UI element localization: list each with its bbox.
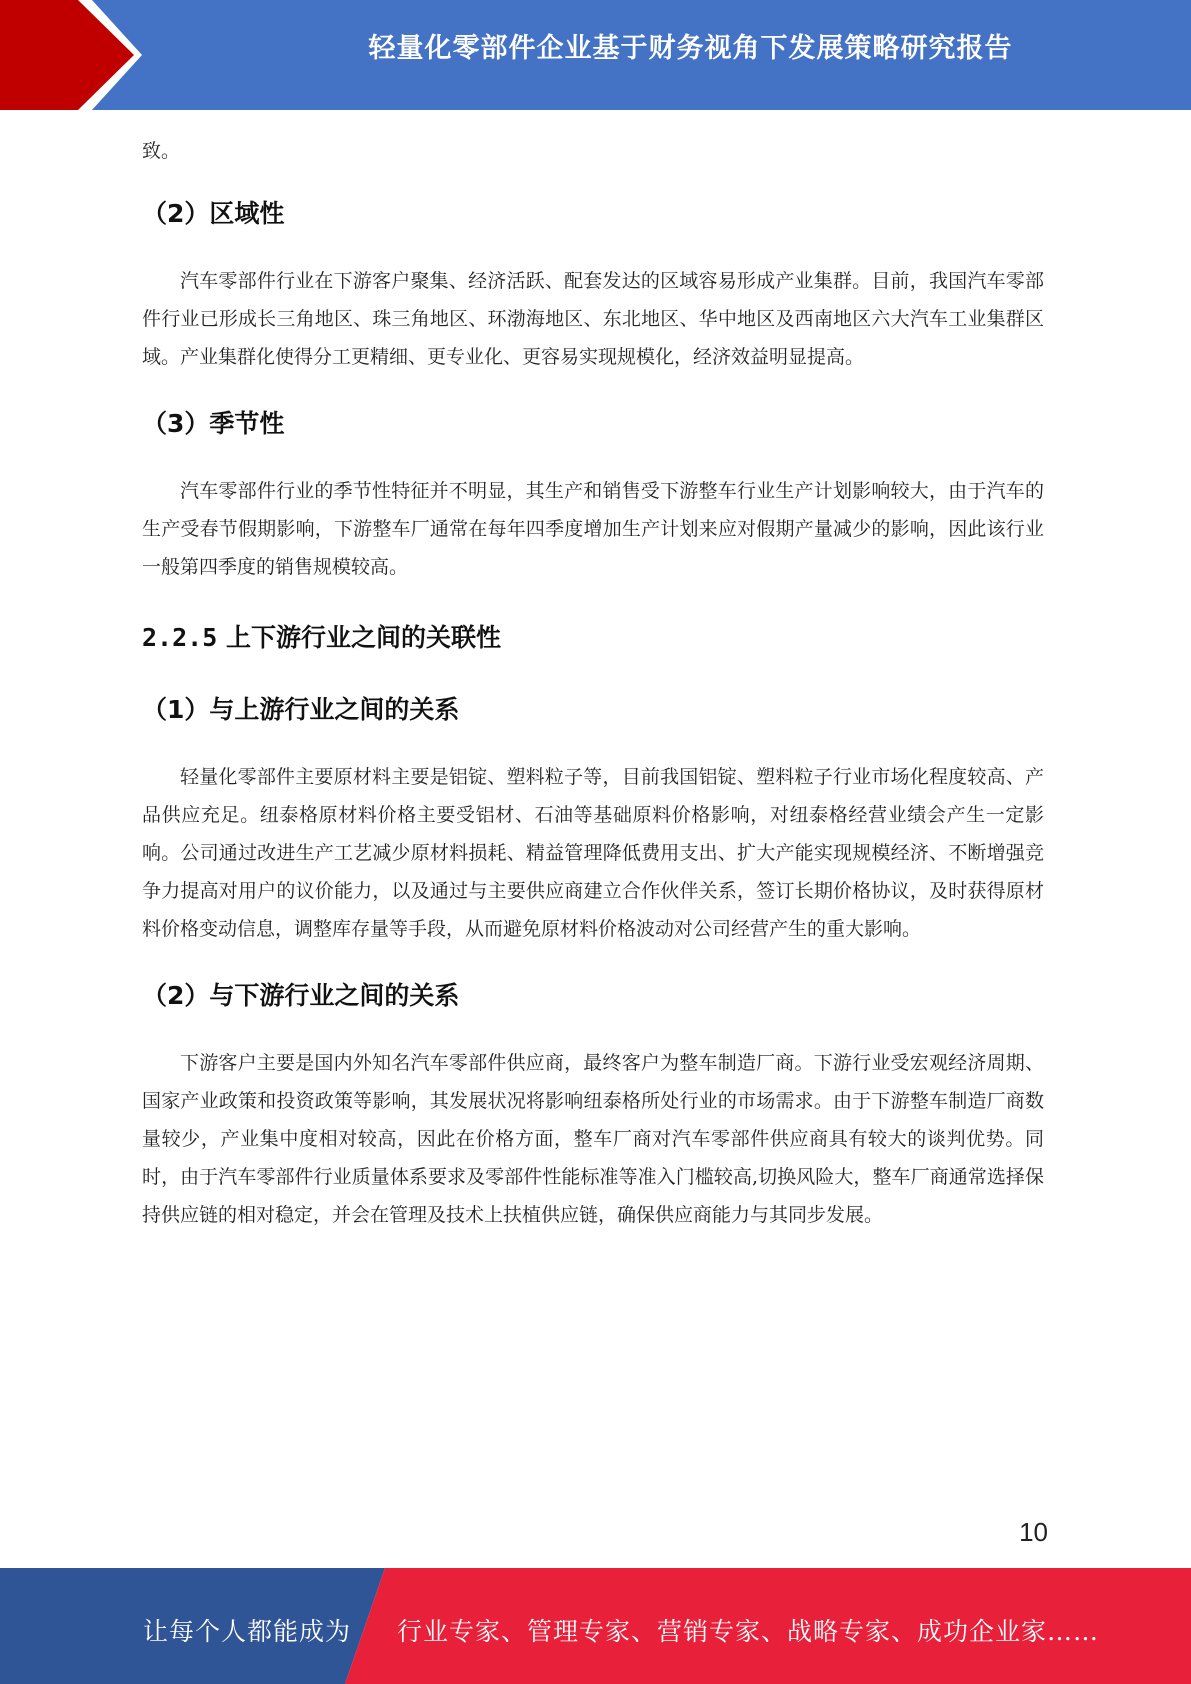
paragraph-seasonal: 汽车零部件行业的季节性特征并不明显，其生产和销售受下游整车行业生产计划影响较大，由于汽车的生产受春节假期影响，下游整车厂通常在每年四季度增加生产计划来应对假期产量减少的影响，因此该行业一般第四季度的销售规模较高。 [142,480,1044,578]
heading-regional: （2）区域性 [142,199,285,228]
paragraph-downstream: 下游客户主要是国内外知名汽车零部件供应商，最终客户为整车制造厂商。下游行业受宏观经济周期、国家产业政策和投资政策等影响，其发展状况将影响纽泰格所处行业的市场需求。由于下游整车制造厂商数量较少，产业集中度相对较高，因此在价格方面，整车厂商对汽车零部件供应商具有较大的谈判优势。同时，由于汽车零部件行业质量体系要求及零部件性能标准等准入门槛较高,切换风险大，整车厂商通常选择保持供应链的相对稳定，并会在管理及技术上扶植供应链，确保供应商能力与其同步发展。 [142,1052,1044,1226]
paragraph-regional: 汽车零部件行业在下游客户聚集、经济活跃、配套发达的区域容易形成产业集群。目前，我国汽车零部件行业已形成长三角地区、珠三角地区、环渤海地区、东北地区、华中地区及西南地区六大汽车工业集群区域。产业集群化使得分工更精细、更专业化、更容易实现规模化，经济效益明显提高。 [142,270,1044,368]
section-heading-2-2-5 [142,616,1044,660]
heading-upstream: （1）与上游行业之间的关系 [142,695,460,724]
page-header [0,0,1191,110]
section-number: 2.2.5 [142,623,218,652]
footer-slogan-right: 行业专家、管理专家、营销专家、战略专家、成功企业家…… [397,1617,1100,1646]
section-title: 上下游行业之间的关联性 [225,623,501,652]
paragraph-upstream: 轻量化零部件主要原材料主要是铝锭、塑料粒子等，目前我国铝锭、塑料粒子行业市场化程度较高、产品供应充足。纽泰格原材料价格主要受铝材、石油等基础原料价格影响，对纽泰格经营业绩会产生一定影响。公司通过改进生产工艺减少原材料损耗、精益管理降低费用支出、扩大产能实现规模经济、不断增强竞争力提高对用户的议价能力，以及通过与主要供应商建立合作伙伴关系，签订长期价格协议，及时获得原材料价格变动信息，调整库存量等手段，从而避免原材料价格波动对公司经营产生的重大影响。 [142,766,1044,940]
header-arrow-decoration [0,0,160,110]
report-title: 轻量化零部件企业基于财务视角下发展策略研究报告 [368,33,1013,64]
heading-seasonal: （3）季节性 [142,409,285,438]
footer-slogan-left: 让每个人都能成为 [143,1617,352,1646]
heading-downstream: （2）与下游行业之间的关系 [142,981,460,1010]
page-footer [0,1568,1191,1684]
intro-tail-text: 致。 [142,140,181,162]
page-content [142,132,1044,1234]
page-number: 10 [1019,1517,1048,1547]
